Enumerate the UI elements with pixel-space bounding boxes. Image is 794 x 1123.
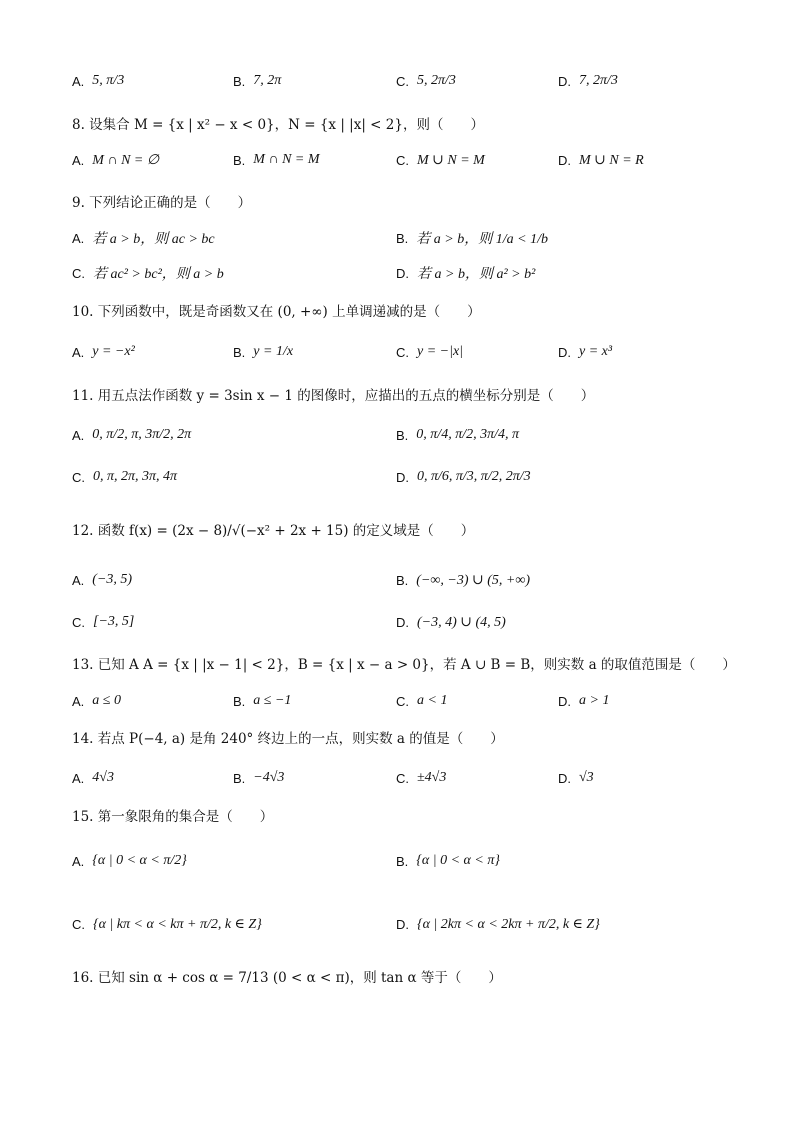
q8-option-c: C. M ∪ N = M bbox=[396, 152, 485, 168]
q9-option-b: B. 若 a > b，则 1/a < 1/b bbox=[396, 230, 548, 247]
q15-option-c: C. {α | kπ < α < kπ + π/2, k ∈ Z} bbox=[72, 916, 262, 932]
q14-option-d: D. √3 bbox=[558, 770, 594, 786]
q7-option-d: D. 7, 2π/3 bbox=[558, 73, 618, 89]
q14-option-b: B. −4√3 bbox=[233, 770, 285, 786]
q8-option-a: A. M ∩ N = ∅ bbox=[72, 152, 160, 168]
q15-option-d: D. {α | 2kπ < α < 2kπ + π/2, k ∈ Z} bbox=[396, 916, 600, 932]
q10-option-a: A. y = −x² bbox=[72, 344, 135, 360]
q8-option-d: D. M ∪ N = R bbox=[558, 152, 644, 168]
q14-option-a: A. 4√3 bbox=[72, 770, 114, 786]
q8-stem: 8. 设集合 M = {x | x² − x < 0}，N = {x | |x| < 2}，则（ ） bbox=[72, 117, 484, 133]
q10-stem: 10. 下列函数中，既是奇函数又在 (0, +∞) 上单调递减的是（ ） bbox=[72, 304, 481, 320]
q11-option-b: B. 0, π/4, π/2, 3π/4, π bbox=[396, 427, 520, 443]
q13-option-c: C. a < 1 bbox=[396, 693, 448, 709]
q9-option-a: A. 若 a > b，则 ac > bc bbox=[72, 230, 215, 247]
q7-option-a: A. 5, π/3 bbox=[72, 73, 125, 89]
q14-option-c: C. ±4√3 bbox=[396, 770, 447, 786]
q15-stem: 15. 第一象限角的集合是（ ） bbox=[72, 809, 274, 825]
q11-option-d: D. 0, π/6, π/3, π/2, 2π/3 bbox=[396, 469, 531, 485]
q7-option-b: B. 7, 2π bbox=[233, 73, 282, 89]
q15-option-a: A. {α | 0 < α < π/2} bbox=[72, 853, 187, 869]
q12-option-c: C. [−3, 5] bbox=[72, 614, 135, 630]
q12-option-a: A. (−3, 5) bbox=[72, 572, 133, 588]
q9-stem: 9. 下列结论正确的是（ ） bbox=[72, 195, 252, 211]
q10-option-d: D. y = x³ bbox=[558, 344, 613, 360]
q12-stem: 12. 函数 f(x) = (2x − 8)/√(−x² + 2x + 15) 的定义域是（ ） bbox=[72, 523, 475, 539]
q12-option-b: B. (−∞, −3) ∪ (5, +∞) bbox=[396, 572, 530, 588]
q12-option-d: D. (−3, 4) ∪ (4, 5) bbox=[396, 614, 506, 630]
q11-stem: 11. 用五点法作函数 y = 3sin x − 1 的图像时，应描出的五点的横坐标分别是（ ） bbox=[72, 388, 595, 404]
q11-option-c: C. 0, π, 2π, 3π, 4π bbox=[72, 469, 178, 485]
q11-option-a: A. 0, π/2, π, 3π/2, 2π bbox=[72, 427, 192, 443]
q16-stem: 16. 已知 sin α + cos α = 7/13 (0 < α < π)，则 tan α 等于（ ） bbox=[72, 970, 502, 986]
q9-option-d: D. 若 a > b，则 a² > b² bbox=[396, 265, 536, 282]
q8-option-b: B. M ∩ N = M bbox=[233, 152, 320, 168]
q13-option-d: D. a > 1 bbox=[558, 693, 610, 709]
q10-option-c: C. y = −|x| bbox=[396, 344, 464, 360]
q10-option-b: B. y = 1/x bbox=[233, 344, 294, 360]
q7-option-c: C. 5, 2π/3 bbox=[396, 73, 456, 89]
q14-stem: 14. 若点 P(−4, a) 是角 240° 终边上的一点，则实数 a 的值是（ ） bbox=[72, 731, 504, 747]
q9-option-c: C. 若 ac² > bc²，则 a > b bbox=[72, 265, 224, 282]
q15-option-b: B. {α | 0 < α < π} bbox=[396, 853, 500, 869]
q13-stem: 13. 已知 A A = {x | |x − 1| < 2}，B = {x | x − a > 0}，若 A ∪ B = B，则实数 a 的取值范围是（ ） bbox=[72, 657, 736, 673]
q13-option-a: A. a ≤ 0 bbox=[72, 693, 121, 709]
q13-option-b: B. a ≤ −1 bbox=[233, 693, 292, 709]
